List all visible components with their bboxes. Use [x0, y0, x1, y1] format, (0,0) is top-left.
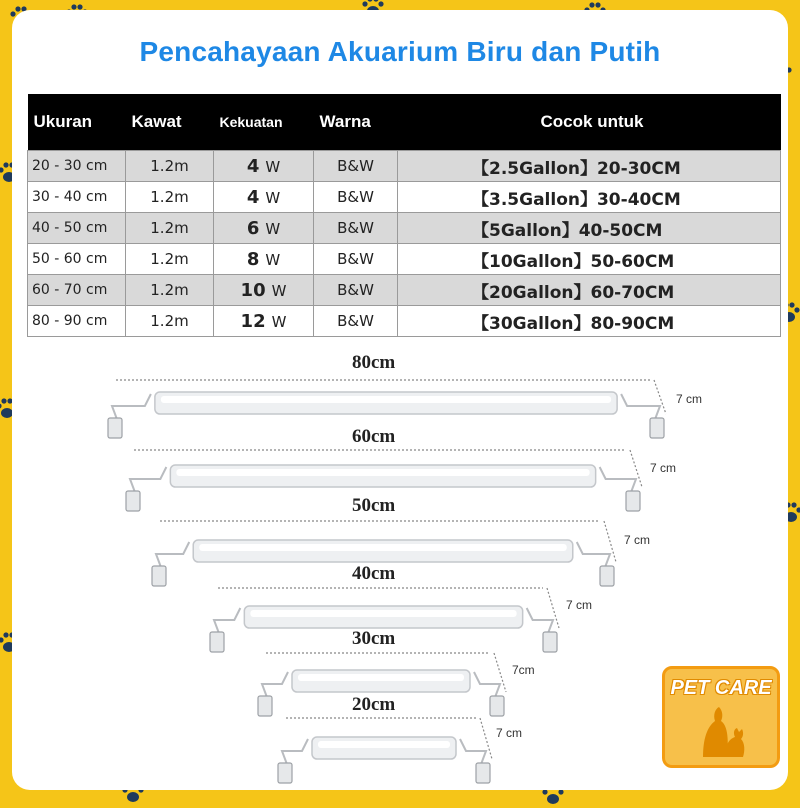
header-wire: Kawat — [126, 94, 214, 151]
tank-clip — [476, 763, 490, 783]
power-value: 8 — [246, 248, 260, 270]
cell-fit: 【20Gallon】60-70CM — [398, 275, 781, 306]
tank-clip — [210, 632, 224, 652]
pet-care-badge — [662, 666, 780, 768]
cell-size: 20 - 30 cm — [28, 151, 126, 182]
height-indicator — [654, 380, 666, 414]
tank-clip — [126, 491, 140, 511]
header-color: Warna — [314, 94, 398, 151]
lamp-highlight — [298, 674, 464, 681]
height-label: 7 cm — [650, 461, 677, 475]
tank-clip — [600, 566, 614, 586]
tank-clip — [626, 491, 640, 511]
cell-fit: 【30Gallon】80-90CM — [398, 306, 781, 337]
cell-size: 60 - 70 cm — [28, 275, 126, 306]
cell-wire: 1.2m — [126, 244, 214, 275]
tank-clip — [543, 632, 557, 652]
header-power: Kekuatan — [214, 94, 314, 151]
cell-wire: 1.2m — [126, 306, 214, 337]
power-unit: W — [271, 312, 287, 331]
power-value: 10 — [240, 279, 266, 301]
cell-color: B&W — [314, 182, 398, 213]
power-unit: W — [271, 281, 287, 300]
tank-clip — [258, 696, 272, 716]
dog-cat-icon — [693, 703, 749, 759]
power-unit: W — [265, 219, 281, 238]
cell-color: B&W — [314, 306, 398, 337]
cell-size: 40 - 50 cm — [28, 213, 126, 244]
height-label: 7 cm — [566, 598, 593, 612]
lamp-highlight — [318, 741, 450, 748]
cell-wire: 1.2m — [126, 275, 214, 306]
power-value: 12 — [240, 310, 266, 332]
tank-clip — [650, 418, 664, 438]
cell-fit: 【5Gallon】40-50CM — [398, 213, 781, 244]
length-label-40cm: 40cm — [352, 563, 396, 584]
cell-wire: 1.2m — [126, 213, 214, 244]
height-label: 7cm — [512, 663, 535, 677]
length-label-80cm: 80cm — [352, 352, 396, 373]
lamp-highlight — [161, 396, 611, 403]
height-label: 7 cm — [624, 533, 651, 547]
power-unit: W — [265, 188, 281, 207]
height-label: 7 cm — [676, 392, 703, 406]
cell-size: 50 - 60 cm — [28, 244, 126, 275]
power-value: 6 — [246, 217, 260, 239]
cell-size: 30 - 40 cm — [28, 182, 126, 213]
cell-wire: 1.2m — [126, 151, 214, 182]
cell-color: B&W — [314, 275, 398, 306]
page-title: Pencahayaan Akuarium Biru dan Putih — [139, 36, 661, 67]
tank-clip — [108, 418, 122, 438]
cell-color: B&W — [314, 151, 398, 182]
header-fit: Cocok untuk — [398, 94, 781, 151]
tank-clip — [490, 696, 504, 716]
header-size: Ukuran — [28, 94, 126, 151]
cell-color: B&W — [314, 244, 398, 275]
badge-text: PET CARE — [670, 677, 772, 699]
cell-fit: 【2.5Gallon】20-30CM — [398, 151, 781, 182]
cell-fit: 【3.5Gallon】30-40CM — [398, 182, 781, 213]
lamp-highlight — [199, 544, 567, 551]
length-label-30cm: 30cm — [352, 628, 396, 649]
length-label-50cm: 50cm — [352, 495, 396, 516]
lamp-highlight — [250, 610, 516, 617]
cell-fit: 【10Gallon】50-60CM — [398, 244, 781, 275]
cell-size: 80 - 90 cm — [28, 306, 126, 337]
length-label-60cm: 60cm — [352, 426, 396, 447]
power-unit: W — [265, 157, 281, 176]
lamp-highlight — [176, 469, 589, 476]
cell-color: B&W — [314, 213, 398, 244]
tank-clip — [152, 566, 166, 586]
power-value: 4 — [246, 186, 260, 208]
power-value: 4 — [246, 155, 260, 177]
cell-wire: 1.2m — [126, 182, 214, 213]
power-unit: W — [265, 250, 281, 269]
length-label-20cm: 20cm — [352, 694, 396, 715]
height-label: 7 cm — [496, 726, 523, 740]
tank-clip — [278, 763, 292, 783]
